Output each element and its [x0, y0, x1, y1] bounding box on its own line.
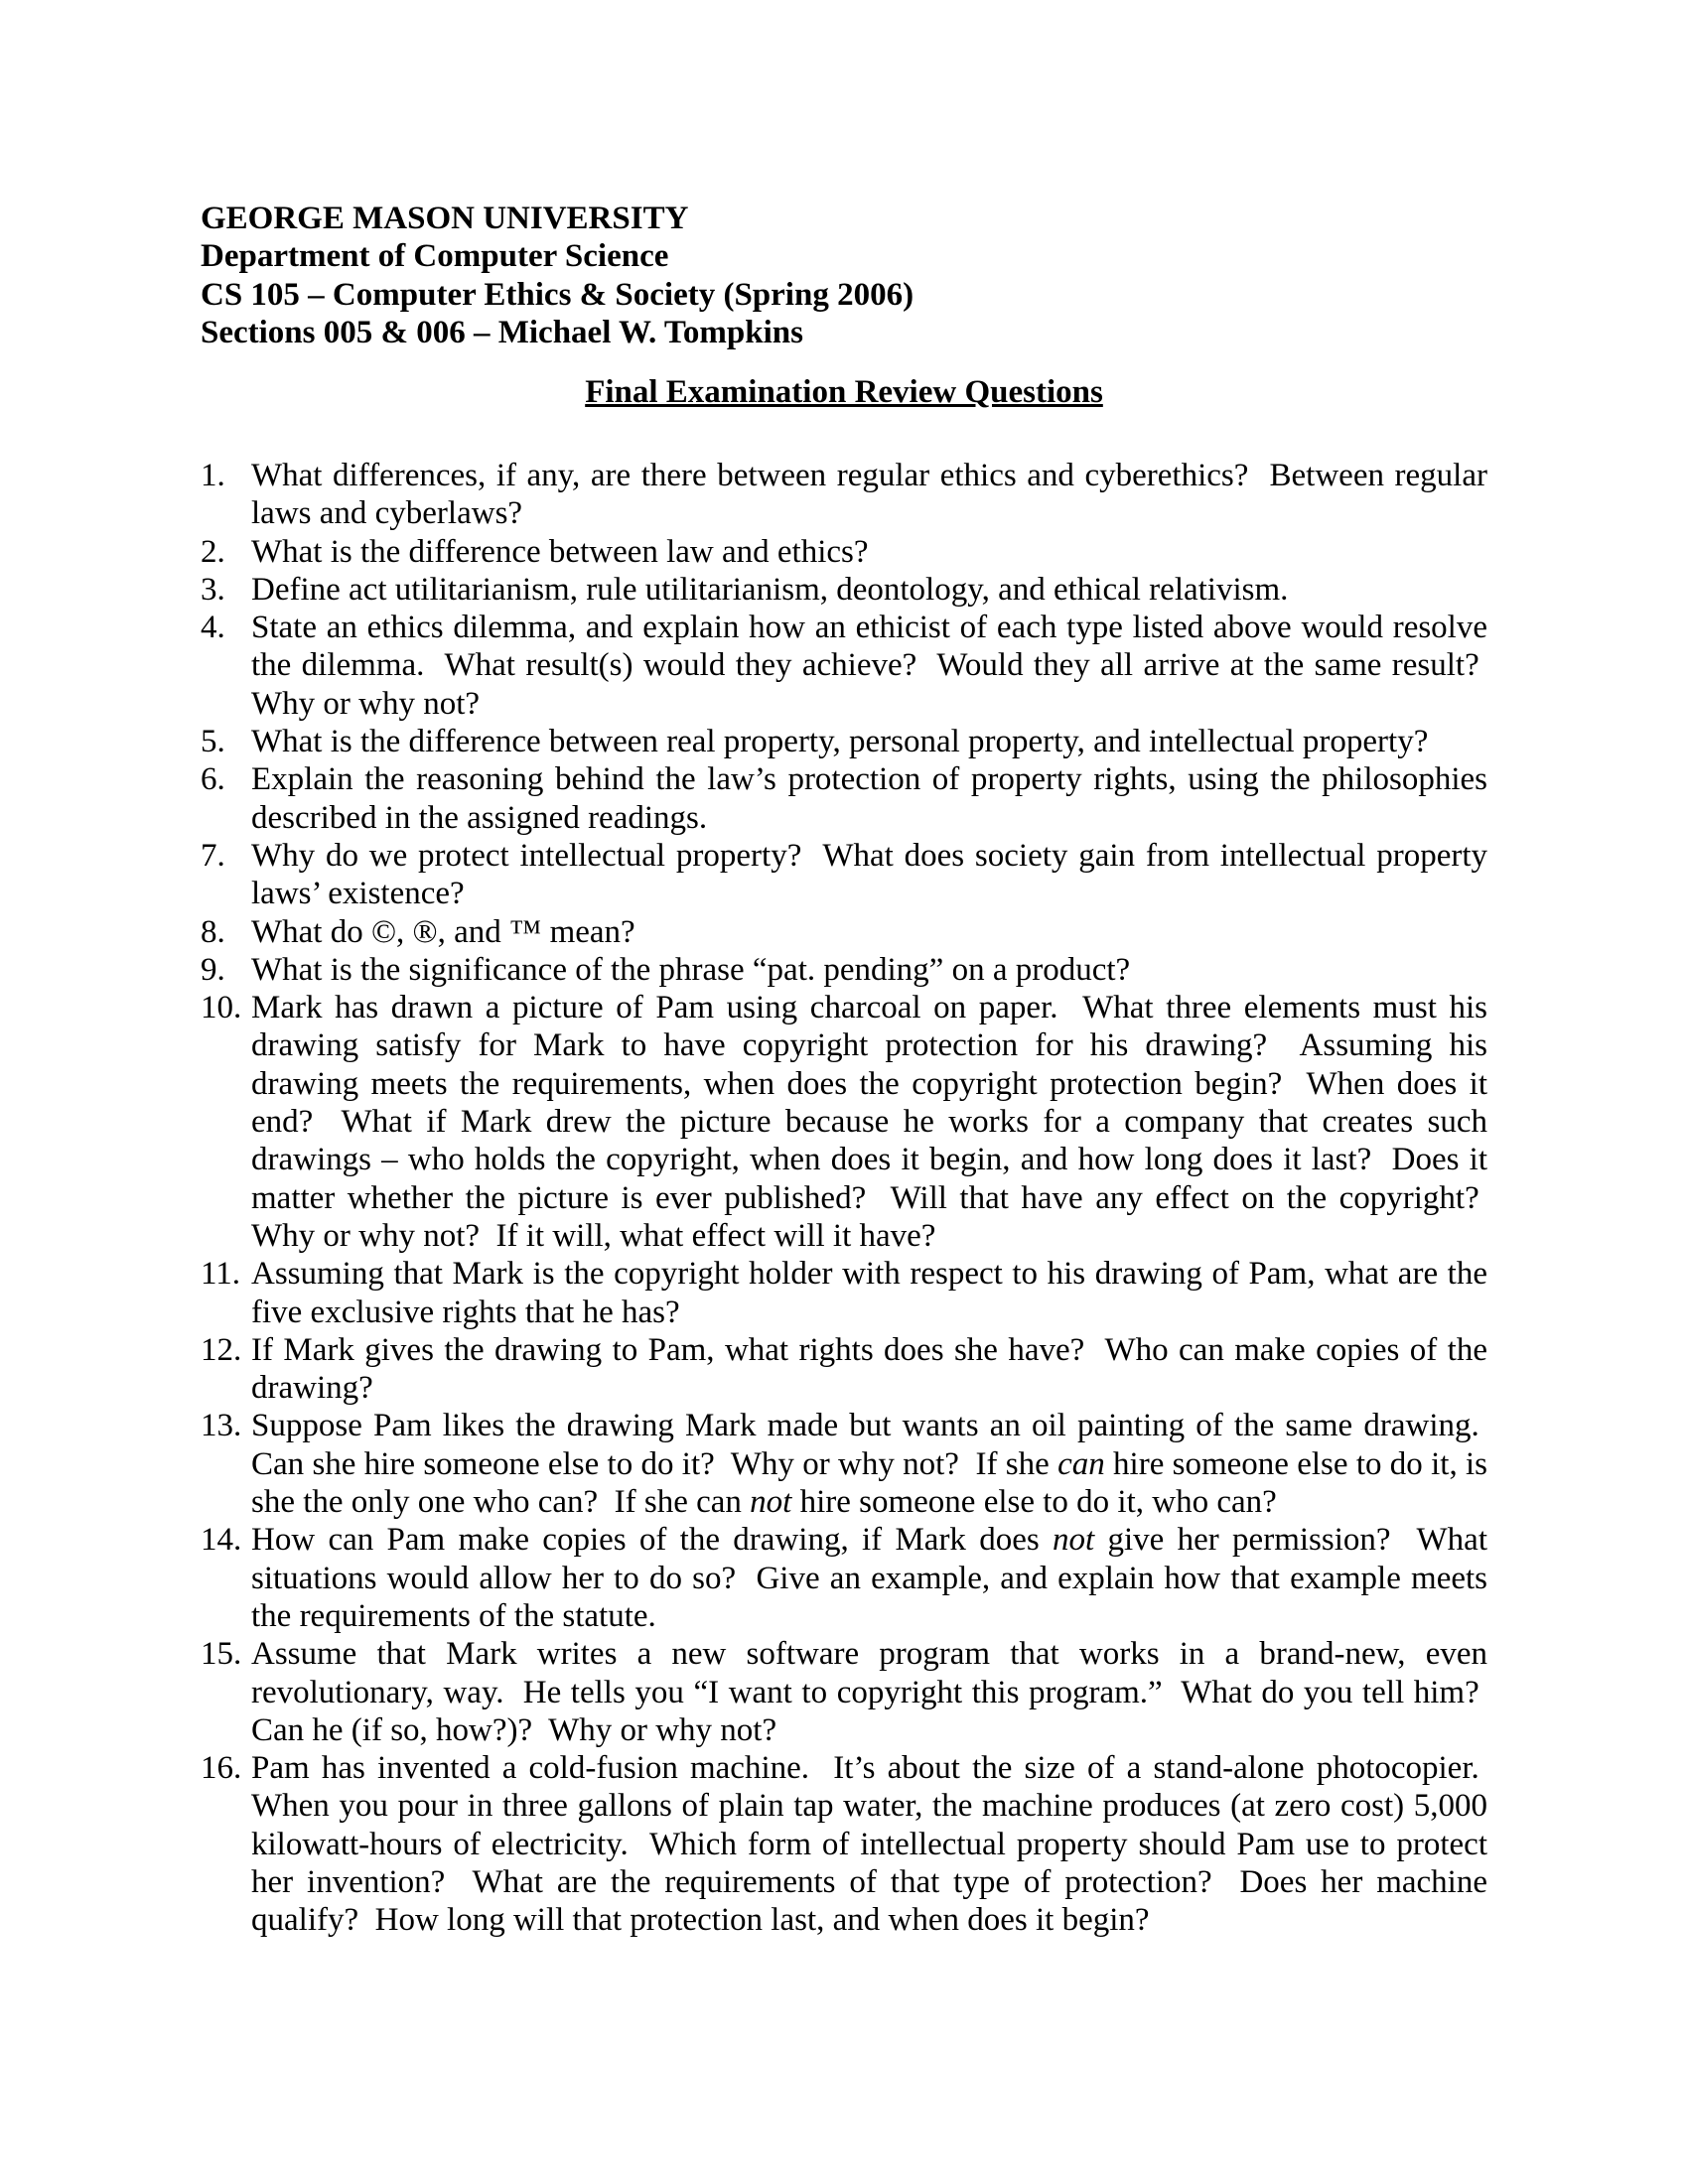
- question-text: How can Pam make copies of the drawing, if Mark does not give her permission? What situations would allow her to do so? Give an example, and explain how that example meets the requirements of the statute.: [251, 1522, 1487, 1634]
- question-text: If Mark gives the drawing to Pam, what rights does she have? Who can make copies of the drawing?: [251, 1331, 1487, 1407]
- question-item: [201, 760, 1487, 837]
- question-text: State an ethics dilemma, and explain how an ethicist of each type listed above would resolve the dilemma. What result(s) would they achieve? Would they all arrive at the same result? Why or why not?: [251, 610, 1487, 722]
- question-number: 10.: [201, 990, 242, 1026]
- question-item: [201, 1255, 1487, 1331]
- question-item: [201, 1407, 1487, 1521]
- question-number: 11.: [201, 1256, 241, 1293]
- question-item: [201, 533, 1487, 571]
- question-text: What is the difference between real property, personal property, and intellectual property?: [251, 724, 1429, 760]
- question-item: [201, 1331, 1487, 1408]
- question-number: 6.: [201, 761, 225, 798]
- question-item: [201, 457, 1487, 533]
- question-text: What is the significance of the phrase “pat. pending” on a product?: [251, 951, 1131, 988]
- question-item: [201, 723, 1487, 760]
- question-text: Assume that Mark writes a new software program that works in a brand-new, even revolutionary, way. He tells you “I want to copyright this program.” What do you tell him? Can he (if so, how?)? Why or why not?: [251, 1636, 1487, 1748]
- question-text: What is the difference between law and ethics?: [251, 533, 869, 570]
- question-number: 15.: [201, 1636, 242, 1673]
- question-number: 9.: [201, 951, 225, 988]
- question-number: 12.: [201, 1331, 242, 1368]
- question-number: 16.: [201, 1750, 242, 1787]
- question-number: 4.: [201, 610, 225, 646]
- question-item: [201, 609, 1487, 723]
- question-text: Suppose Pam likes the drawing Mark made but wants an oil painting of the same drawing. Can she hire someone else to do it? Why or why not? If she can hire someone else to do it, is she the only one who can? If she can not hire someone else to do it, who can?: [251, 1408, 1487, 1521]
- question-number: 8.: [201, 913, 225, 950]
- question-number: 2.: [201, 533, 225, 570]
- question-text: What differences, if any, are there between regular ethics and cyberethics? Between regular laws and cyberlaws?: [251, 458, 1487, 532]
- question-text: Explain the reasoning behind the law’s protection of property rights, using the philosophies described in the assigned readings.: [251, 761, 1487, 836]
- sections-instructor: Sections 005 & 006 – Michael W. Tompkins: [201, 314, 803, 350]
- question-text: Pam has invented a cold-fusion machine. It’s about the size of a stand-alone photocopier. When you pour in three gallons of plain tap water, the machine produces (at zero cost) 5,000 kilowatt-hours of electricity. Which form of intellectual property should Pam use to protect her invention? What are the requirements of that type of protection? Does her machine qualify? How long will that protection last, and when does it begin?: [251, 1750, 1487, 1939]
- question-item: [201, 1749, 1487, 1939]
- question-text: Assuming that Mark is the copyright holder with respect to his drawing of Pam, what are the five exclusive rights that he has?: [251, 1256, 1487, 1330]
- question-text: Why do we protect intellectual property? What does society gain from intellectual property laws’ existence?: [251, 837, 1487, 912]
- course-title: CS 105 – Computer Ethics & Society (Spring 2006): [201, 276, 914, 313]
- question-number: 5.: [201, 724, 225, 760]
- question-number: 7.: [201, 837, 225, 874]
- questions-list: [201, 457, 1487, 1940]
- question-item: [201, 951, 1487, 989]
- university-name: GEORGE MASON UNIVERSITY: [201, 201, 689, 236]
- question-text: Define act utilitarianism, rule utilitarianism, deontology, and ethical relativism.: [251, 571, 1289, 608]
- question-number: 1.: [201, 458, 225, 493]
- question-item: [201, 1521, 1487, 1635]
- document-title-text: Final Examination Review Questions: [585, 374, 1103, 410]
- question-text: What do ©, ®, and ™ mean?: [251, 913, 635, 950]
- question-number: 3.: [201, 571, 225, 608]
- document-header: [201, 200, 914, 351]
- department-name: Department of Computer Science: [201, 238, 669, 275]
- question-text: Mark has drawn a picture of Pam using charcoal on paper. What three elements must his drawing satisfy for Mark to have copyright protection for his drawing? Assuming his drawing meets the requirements, when does the copyright protection begin? When does it end? What if Mark drew the picture because he works for a company that creates such drawings – who holds the copyright, when does it begin, and how long does it last? Does it matter whether the picture is ever published? Will that have any effect on the copyright? Why or why not? If it will, what effect will it have?: [251, 990, 1487, 1254]
- question-number: 14.: [201, 1522, 242, 1559]
- question-item: [201, 913, 1487, 951]
- question-item: [201, 989, 1487, 1255]
- question-item: [201, 1635, 1487, 1749]
- document-title: [201, 373, 1487, 411]
- question-item: [201, 837, 1487, 913]
- question-number: 13.: [201, 1408, 242, 1444]
- question-item: [201, 571, 1487, 609]
